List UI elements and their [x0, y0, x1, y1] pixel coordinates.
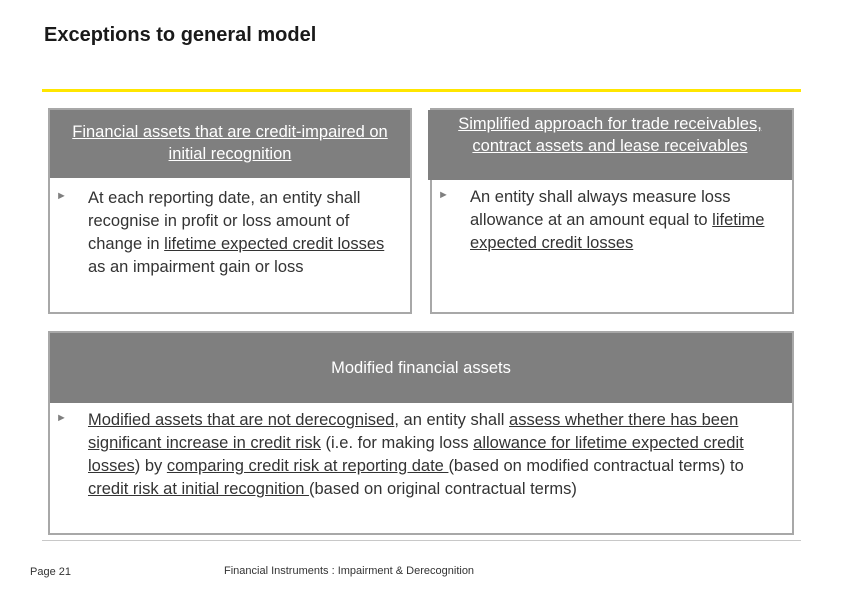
bottom-bullet-link-allowance-ecl: allowance for lifetime expected credit losses [88, 434, 744, 475]
bottom-panel-header [50, 333, 792, 403]
bottom-bullet-text-5: (based on original contractual terms) [309, 480, 577, 498]
left-bullet-link-lifetime-ecl: lifetime expected credit losses [164, 235, 385, 253]
left-bullet-text-2: as an impairment gain or loss [88, 258, 304, 276]
slide-title: Exceptions to general model [44, 24, 317, 46]
right-panel-header [428, 110, 792, 180]
footer-title: Financial Instruments : Impairment & Derecognition [224, 565, 475, 577]
right-bullet-link-lifetime-ecl: lifetime expected credit losses [470, 211, 765, 252]
title-underline-divider [42, 89, 801, 92]
bullet-arrow-icon: ► [56, 412, 67, 424]
bottom-bullet-text-1: , an entity shall [394, 411, 510, 429]
left-bullet-text-1: At each reporting date, an entity shall recognise in profit or loss amount of change in [88, 189, 361, 253]
bottom-bullet-link-modified-assets: Modified assets that are not derecognised [88, 411, 395, 429]
bottom-panel-bullet-text [88, 409, 786, 501]
bullet-arrow-icon: ► [438, 189, 449, 201]
right-bullet-text-1: An entity shall always measure loss allowance at an amount equal to [470, 188, 731, 229]
bottom-bullet-text-4: (based on modified contractual terms) to [448, 457, 744, 475]
right-panel-bullet-text [470, 186, 782, 255]
page-number: Page 21 [30, 566, 71, 578]
left-panel-bullet-text [88, 187, 406, 279]
bottom-bullet-link-comparing-credit-risk: comparing credit risk at reporting date [166, 457, 449, 475]
bottom-bullet-text-3: ) by [134, 457, 167, 475]
left-panel-header [50, 110, 410, 178]
left-panel-bullet [50, 187, 406, 279]
bottom-panel-bullet [50, 409, 786, 501]
left-panel-header-text: Financial assets that are credit-impaired on initial recognition [72, 123, 388, 163]
bottom-bullet-link-assess-sicr: assess whether there has been significant increase in credit risk [88, 411, 739, 452]
footer-divider [42, 540, 801, 541]
bottom-panel-header-text: Modified financial assets [331, 359, 511, 377]
bullet-arrow-icon: ► [56, 190, 67, 202]
right-panel-header-text: Simplified approach for trade receivables, contract assets and lease receivables [458, 115, 762, 155]
right-panel-bullet [432, 186, 782, 255]
bottom-bullet-text-2: (i.e. for making loss [320, 434, 474, 452]
bottom-bullet-link-initial-credit-risk: credit risk at initial recognition [88, 480, 310, 498]
